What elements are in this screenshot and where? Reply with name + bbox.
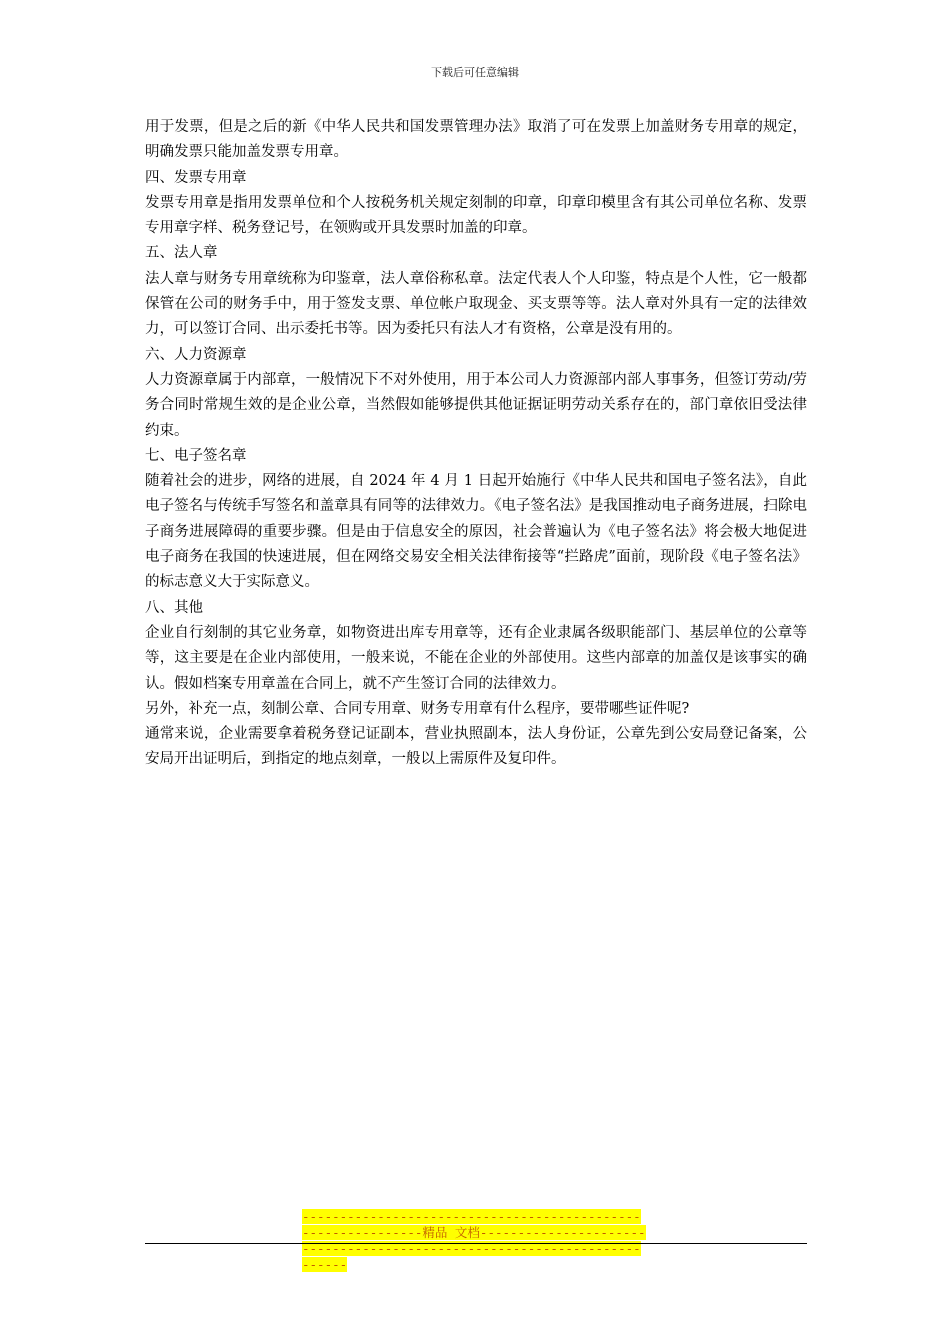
paragraph: 人力资源章属于内部章，一般情况下不对外使用，用于本公司人力资源部内部人事事务，但签订劳动/劳务合同时常规生效的是企业公章，当然假如能够提供其他证据证明劳动关系存在的，部门章依旧受法律约束。 bbox=[145, 371, 807, 439]
footer-watermark-text: -------------------------------------------------------------精品 文档------------------------------------------------------------------------- bbox=[302, 1209, 646, 1272]
section-heading: 四、发票专用章 bbox=[145, 169, 247, 186]
paragraph: 用于发票，但是之后的新《中华人民共和国发票管理办法》取消了可在发票上加盖财务专用章的规定，明确发票只能加盖发票专用章。 bbox=[145, 119, 807, 161]
section-heading: 五、法人章 bbox=[145, 245, 218, 262]
paragraph: 随着社会的进步，网络的进展，自 2024 年 4 月 1 日起开始施行《中华人民共和国电子签名法》，自此电子签名与传统手写签名和盖章具有同等的法律效力。《电子签名法》是我国推动电子商务进展，扫除电子商务进展障碍的重要步骤。但是由于信息安全的原因，社会普遍认为《电子签名法》将会极大地促进电子商务在我国的快速进展，但在网络交易安全相关法律衔接等“拦路虎”面前，现阶段《电子签名法》的标志意义大于实际意义。 bbox=[145, 473, 807, 591]
section-heading: 八、其他 bbox=[145, 599, 203, 616]
paragraph: 另外，补充一点，刻制公章、合同专用章、财务专用章有什么程序，要带哪些证件呢? bbox=[145, 700, 690, 717]
footer-divider bbox=[145, 1243, 807, 1244]
document-body bbox=[145, 115, 807, 773]
paragraph: 通常来说，企业需要拿着税务登记证副本，营业执照副本，法人身份证，公章先到公安局登记备案，公安局开出证明后，到指定的地点刻章，一般以上需原件及复印件。 bbox=[145, 726, 807, 768]
paragraph: 发票专用章是指用发票单位和个人按税务机关规定刻制的印章，印章印模里含有其公司单位名称、发票专用章字样、税务登记号，在领购或开具发票时加盖的印章。 bbox=[145, 194, 807, 237]
section-heading: 七、电子签名章 bbox=[145, 447, 247, 464]
paragraph: 企业自行刻制的其它业务章，如物资进出库专用章等，还有企业隶属各级职能部门、基层单位的公章等等，这主要是在企业内部使用，一般来说，不能在企业的外部使用。这些内部章的加盖仅是该事实的确认。假如档案专用章盖在合同上，就不产生签订合同的法律效力。 bbox=[145, 624, 807, 692]
footer-watermark bbox=[302, 1209, 648, 1273]
section-heading: 六、人力资源章 bbox=[145, 346, 247, 363]
paragraph: 法人章与财务专用章统称为印鉴章，法人章俗称私章。法定代表人个人印鉴，特点是个人性，它一般都保管在公司的财务手中，用于签发支票、单位帐户取现金、买支票等等。法人章对外具有一定的法律效力，可以签订合同、出示委托书等。因为委托只有法人才有资格，公章是没有用的。 bbox=[145, 270, 807, 338]
header-note: 下载后可任意编辑 bbox=[431, 66, 519, 79]
